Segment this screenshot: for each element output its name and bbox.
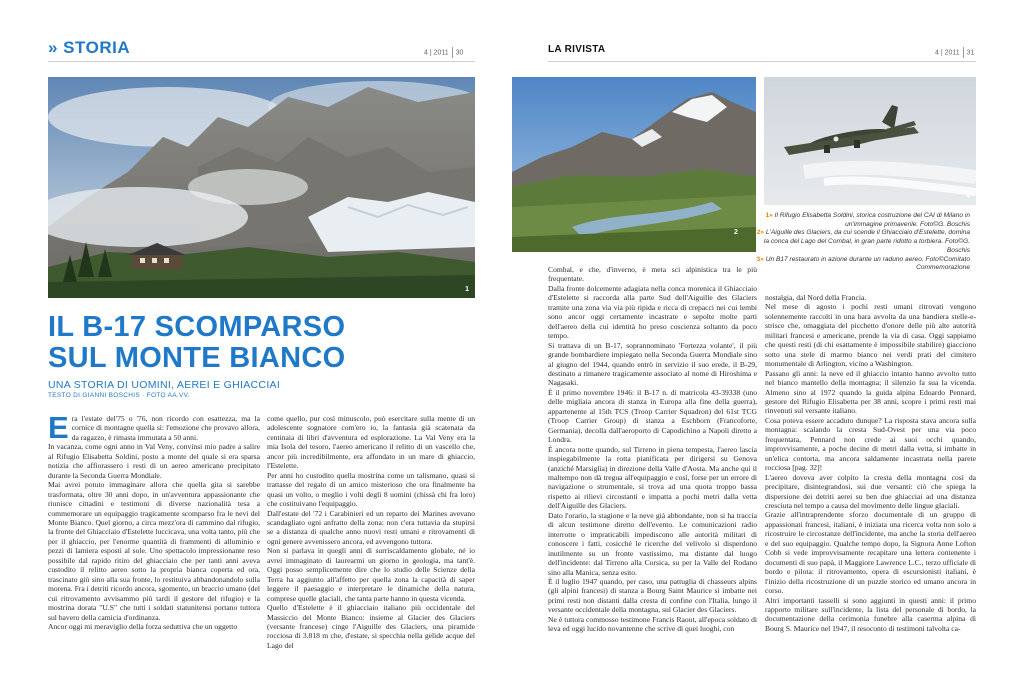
header-rule xyxy=(548,61,976,62)
caption-1: 1» Il Rifugio Elisabetta Soldini, storica costruzione del CAI di Milano in un'immagine primaverile. Foto©G. Boschis xyxy=(765,212,970,228)
right-page-info xyxy=(935,47,974,58)
paragraph: ra l'estate del'75 o '76, non ricordo con esattezza, ma la cornice di montagne quella sì: l'emozione che provavo allora, da ragazzo, è rimasta immutata a 50 anni. xyxy=(71,414,260,442)
caption-3: 3» Un B17 restaurato in azione durante un raduno aereo. Foto©Comitato Commemorazione xyxy=(756,255,970,272)
headline-line-2: SUL MONTE BIANCO xyxy=(48,342,346,374)
text-column-1 xyxy=(48,414,260,676)
photo-rifugio-mountain xyxy=(48,77,475,298)
paragraph: Combal, e che, d'inverno, è meta sci alpinistica tra le più frequentate. xyxy=(548,265,757,284)
paragraph: Ne è tuttora commosso testimone Francis Raout, all'epoca soldato di leva ed oggi lucido novantenne che scrive di quei luoghi, con xyxy=(548,614,757,634)
text-column-3 xyxy=(548,265,757,677)
paragraph: Cosa poteva essere accaduto dunque? La risposta stava ancora sulla montagna: scalando la cresta Sud-Ovest per una via poco frequentata, Pennard non crede ai suoi occhi quando, improvvisamente, a poche decine di metri dalla vetta, si imbatte in un'elica contorta, ma ancora saldamente incastrata nella parete rocciosa [pag. 32]! xyxy=(765,415,976,473)
text-column-4 xyxy=(765,293,976,677)
paragraph: Per anni ho custodito quella mostrina come un talismano, quasi si trattasse del regalo di un amico misterioso che ora finalmente ha quasi un volto, o meglio i volti degli 8 uomini (chissà chi fra loro) che costituivano l'equipaggio. xyxy=(267,470,475,509)
paragraph: Si trattava di un B-17, soprannominato 'Fortezza volante', il più grande bombardiere impiegato nella Seconda Guerra Mondiale sino al giugno del 1944, quando entrò in servizio il suo erede, il B-29, destinato a rimanere tragicamente associato al nome di Hiroshima e Nagasaki. xyxy=(548,340,757,388)
paragraph: Ancor oggi mi meraviglio della forza seduttiva che un oggetto xyxy=(48,621,238,631)
photo-number-2: 2 xyxy=(734,229,738,236)
article-byline: TESTO DI GIANNI BOSCHIS · FOTO AA.VV. xyxy=(48,392,190,399)
text-column-2 xyxy=(267,414,475,676)
paragraph: come quello, pur così minuscolo, può esercitare sulla mente di un adolescente sognatore com'ero io, la fantasia già scatenata da centinaia di libri d'avventura ed esplorazione. La Val Veny era la mia Isola del tesoro, l'aereo americano il relitto di un vascello che, ancor più incredibilmente, era affondato in un mare di ghiaccio, l'Estelette. xyxy=(267,414,475,471)
paragraph: È il luglio 1947 quando, per caso, una pattuglia di chasseurs alpins (gli alpini francesi) di stanza a Bourg Saint Maurice si imbatte nei primi resti non distanti dalla cresta di confine con l'Italia, lungo il versante occidentale della montagna, sul Glacier des Glaciers. xyxy=(548,576,757,615)
page-number: 30 xyxy=(455,49,464,57)
paragraph: In vacanza, come ogni anno in Val Veny, convinsi mio padre a salire al Rifugio Elisabetta Soldini, posto a monte del quale si era sparsa notizia che affiorassero i resti di un aereo americano precipitato durante la Seconda Guerra Mondiale. xyxy=(48,442,260,480)
paragraph: L'aereo doveva aver colpito la cresta della montagna così da precipitare, disintegrandosi, sui due versanti: ciò che spiega la dispersione dei detriti aerei su ben due ghiacciai ad una distanza cresciuta nel tempo a causa del movimento delle lingue glaciali. xyxy=(765,472,976,510)
paragraph: Passano gli anni: la neve ed il ghiaccio intanto hanno avvolto tutto nel bianco mantello della montagna; il silenzio fa sua la vicenda. Almeno sino al 1972 quando la guida alpina Edoardo Pennard, gestore del Rifugio Elisabetta per 38 anni, scopre i primi resti mai rinvenuti sul versante italiano. xyxy=(765,368,976,416)
photo-captions xyxy=(752,212,970,273)
paragraph: È il primo novembre 1946: il B-17 n. di matricola 43-39338 (uno delle migliaia ancora di stanza in Europa alla fine della guerra), appartenente al 15th TCS (Troop Carrier Squadron) del 61st TCG (Troop Carrier Group) di stanza a Eschborn (Francoforte, Germania), decolla dall'aeroporto di Capodichino a Napoli diretto a Londra. xyxy=(548,387,757,445)
photo-number-4: 4 xyxy=(966,193,970,200)
section-title-storia: » STORIA xyxy=(48,38,131,57)
paragraph: Non si parlava in quegli anni di surriscaldamento globale, né io avrei immaginato di laurearmi un giorno in geologia, ma tant'è. Oggi posso semplicemente dire che lo studio delle Scienze della Terra ha aggiunto all'affetto per quella zona la capacità di saper leggere il paesaggio e interpretare le dinamiche della natura, comprese quelle glaciali, che tanta parte hanno in questa vicenda. xyxy=(267,546,475,603)
right-page xyxy=(512,0,1024,683)
paragraph: Altri importanti tasselli si sono aggiunti in questi anni: il primo rapporto militare sull'incidente, la lista del personale di bordo, la documentazione della cerimonia funebre alla caserma alpina di Bourg S. Maurice nel 1947, il resoconto di testimoni talvolta ca- xyxy=(765,595,976,633)
page-number: 31 xyxy=(966,49,975,57)
header-rule xyxy=(48,61,475,62)
caption-2: 2» L'Aiguille des Glaciers, da cui scende il Ghiacciaio d'Estelette, domina la conca del Lago del Combal, in gran parte ridotto a torbiera. Foto©G. Boschis xyxy=(756,229,970,254)
paragraph: Nel mese di agosto i pochi resti umani ritrovati vengono solennemente raccolti in una bara avvolta da una bandiera stelle-e-strisce che, omaggiata del picchetto d'onore delle più alte autorità militari francesi e americane, prende la via di casa. Oggi sappiamo che questi resti (di chi esattamente è impossibile stabilire) giacciono sotto una stele di marmo bianco nei verdi prati del cimitero monumentale di Arlington, vicino a Washington. xyxy=(765,302,976,369)
photo-b17-bomber xyxy=(764,77,976,205)
paragraph: Mai avrei potuto immaginare allora che quella gita si sarebbe trasformata, oltre 30 anni dopo, in un'avventura appassionante che riunisce cittadini e testimoni di diverse nazionalità tesa a commemorare un equipaggio tragicamente scomparso fra le nevi del Monte Bianco. Quel giorno, a circa mezz'ora di cammino dal rifugio, la fronte del Ghiacciaio d'Estelette luccicava, una volta tanto, più che per il ghiaccio, per l'enorme quantità di frammenti di alluminio e pezzi di lamiera esposti al sole. Uno spettacolo impressionante reso possibile dal rapido ritiro del ghiacciaio che per tanti anni aveva custodito il relitto aereo sotto la propria bianca coperta ed ora, trascinato giù sino alla sua fronte, lo restituiva abbandonandolo sulla morena. Fra i detriti ricordo ancora, sgomento, un braccio umano (del cui ritrovamento avvisammo più tardi il gestore del rifugio) e la mostrina dorata "U.S" che tutti i soldati statunitensi portano tuttora sul bavero della camicia d'ordinanza. xyxy=(48,480,260,622)
article-headline xyxy=(48,312,346,374)
photo-number-1: 1 xyxy=(465,286,469,293)
left-page-info xyxy=(424,47,463,58)
article-subtitle: UNA STORIA DI UOMINI, AEREI E GHIACCIAI xyxy=(48,379,281,391)
issue-label: 4 | 2011 xyxy=(935,49,960,57)
paragraph: Dalla fronte dolcemente adagiata nella conca morenica il Ghiacciaio d'Estelette si raccorda alla parte Sud dell'Aiguille des Glaciers tramite una zona via via più ripida e ricca di crepacci nei cui lembi sono ancor oggi certamente incastrate e sepolte molte parti dell'aereo della cui identità ho preso coscienza soltanto da poco tempo. xyxy=(548,283,757,341)
paragraph: È ancora notte quando, sul Tirreno in piena tempesta, l'aereo lascia inspiegabilmente la rotta pianificata per dirigersi su Genova (anziché Marsiglia) in direzione della Valle d'Aosta. Ma anche qui il maltempo non dà tregua all'equipaggio e così, forse per un errore di navigazione o strumentale, si trova ad una quota troppo bassa rispetto ai rilievi circostanti e impatta a pochi metri dalla vetta dell'Aiguille des Glaciers. xyxy=(548,444,757,511)
issue-label: 4 | 2011 xyxy=(424,49,449,57)
section-title-la-rivista: LA RIVISTA xyxy=(548,44,606,55)
paragraph: Grazie all'intraprendente sforzo documentale di un gruppo di appassionati francesi, italiani, è iniziata una ricerca volta non solo a ricostruire le circostanze dell'incidente, ma anche la storia dell'aereo e del suo equipaggio. Qualche tempo dopo, la Signora Anne Lofton Cobb si vede improvvisamente recapitare una lettera contenente i documenti di suo papà, il Maggiore Lawrence L.C., terzo ufficiale di bordo e pilota: il ritrovamento, opera di escursionisti italiani, è l'inizio della ricostruzione di un puzzle storico ed umano ancora in corso. xyxy=(765,510,976,596)
drop-cap: E xyxy=(48,414,69,445)
paragraph: Quello d'Estelette è il ghiacciaio italiano più occidentale del Massiccio del Monte Bianco: insieme al Glacier des Glaciers (versante francese) cinge l'Aiguille des Glaciers, una piramide rocciosa di 3.818 m che, d'estate, si specchia nella gelide acque del Lago del xyxy=(267,603,475,650)
photo-aiguille-des-glaciers xyxy=(512,77,756,252)
headline-line-1: IL B-17 SCOMPARSO xyxy=(48,311,346,343)
paragraph: nostalgia, dal Nord della Francia. xyxy=(765,293,867,302)
paragraph: Dato l'orario, la stagione e la neve già abbondante, non si ha traccia di alcun testimone diretto dell'evento. Le comunicazioni radio interrotte o impraticabili impediscono alle autorità militari di conoscere i fatti, cosicché le ricerche del velivolo si disperdono inutilmente su un fronte vastissimo, ma distante dal luogo dell'incidente: dal Tirreno alla Corsica, su per la Valle del Rodano sino alla Manica, senza esito. xyxy=(548,510,757,577)
paragraph: Dall'estate del '72 i Carabinieri ed un reparto dei Marines avevano scandagliato ogni anfratto della zona: non c'era tuttavia da stupirsi se a distanza di qualche anno nuovi resti umani e ritrovamenti di ogni genere avvenissero ancora, ed avvengono tuttora. xyxy=(267,508,475,546)
